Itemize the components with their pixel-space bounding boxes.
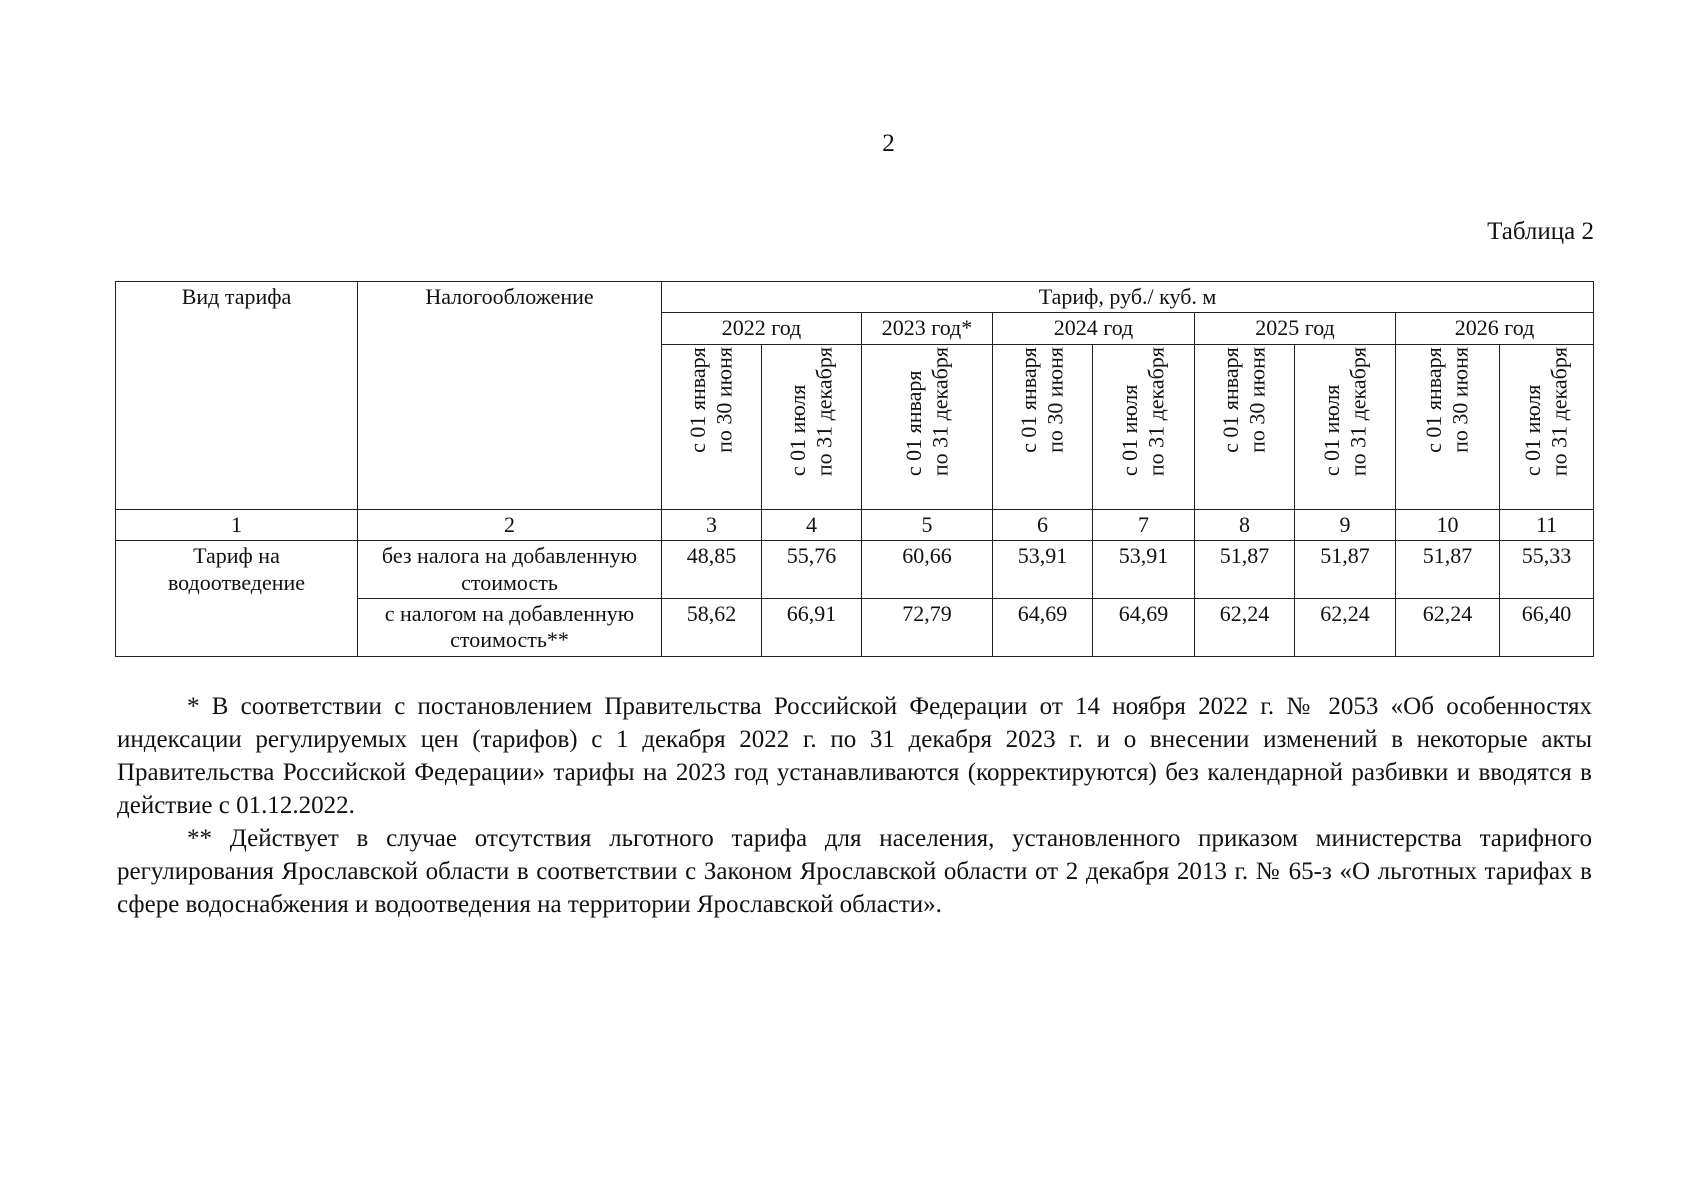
value-cell: 51,87 (1396, 541, 1500, 599)
header-period: с 01 июля по 31 декабря (1500, 344, 1594, 509)
value-cell: 66,91 (762, 598, 862, 656)
header-period: с 01 января по 31 декабря (862, 344, 993, 509)
tariff-table (115, 281, 1594, 657)
column-index: 8 (1195, 509, 1295, 540)
column-index: 11 (1500, 509, 1594, 540)
value-cell: 64,69 (1093, 598, 1195, 656)
taxation-cell: с налогом на добавленную стоимость** (358, 598, 662, 656)
value-cell: 53,91 (993, 541, 1093, 599)
column-index: 2 (358, 509, 662, 540)
value-cell: 53,91 (1093, 541, 1195, 599)
column-index: 7 (1093, 509, 1195, 540)
header-tariff-unit: Тариф, руб./ куб. м (662, 282, 1594, 313)
header-year: 2025 год (1195, 313, 1396, 344)
footnotes (117, 690, 1592, 921)
table-row (116, 541, 1594, 599)
column-index: 10 (1396, 509, 1500, 540)
column-index: 1 (116, 509, 358, 540)
column-index: 6 (993, 509, 1093, 540)
value-cell: 62,24 (1396, 598, 1500, 656)
footnote-preferential-tariff: ** Действует в случае отсутствия льготного тарифа для населения, установленного приказом министерства тарифного регулирования Ярославской области в соответствии с Законом Ярославской области от 2 декабря 2013 г. № 65-з «О льготных тарифах в сфере водоснабжения и водоотведения на территории Ярославской области». (117, 825, 1592, 918)
value-cell: 72,79 (862, 598, 993, 656)
header-year: 2023 год* (862, 313, 993, 344)
footnote-2023-indexation: * В соответствии с постановлением Правительства Российской Федерации от 14 ноября 2022 г. № 2053 «Об особенностях индексации регулируемых цен (тарифов) с 1 декабря 2022 г. по 31 декабря 2023 г. и о внесении изменений в некоторые акты Правительства Российской Федерации» тарифы на 2023 год устанавливаются (корректируются) без календарной разбивки и вводятся в действие с 01.12.2022. (117, 693, 1592, 819)
tariff-name-cell: Тариф на водоотведение (116, 541, 358, 657)
header-taxation: Налогообложение (358, 282, 662, 510)
header-period: с 01 января по 30 июня (1396, 344, 1500, 509)
header-period: с 01 июля по 31 декабря (1093, 344, 1195, 509)
column-index: 4 (762, 509, 862, 540)
value-cell: 62,24 (1195, 598, 1295, 656)
header-period: с 01 января по 30 июня (662, 344, 762, 509)
taxation-cell: без налога на добавленную стоимость (358, 541, 662, 599)
value-cell: 58,62 (662, 598, 762, 656)
header-year: 2024 год (993, 313, 1195, 344)
value-cell: 55,33 (1500, 541, 1594, 599)
header-year: 2022 год (662, 313, 862, 344)
header-tariff-type: Вид тарифа (116, 282, 358, 510)
page-number: 2 (882, 130, 895, 157)
value-cell: 51,87 (1195, 541, 1295, 599)
table-caption: Таблица 2 (1487, 218, 1594, 245)
value-cell: 64,69 (993, 598, 1093, 656)
value-cell: 55,76 (762, 541, 862, 599)
value-cell: 60,66 (862, 541, 993, 599)
header-period: с 01 июля по 31 декабря (1295, 344, 1396, 509)
header-period: с 01 января по 30 июня (993, 344, 1093, 509)
header-period: с 01 июля по 31 декабря (762, 344, 862, 509)
column-index: 5 (862, 509, 993, 540)
value-cell: 48,85 (662, 541, 762, 599)
column-index-row (116, 509, 1594, 540)
column-index: 3 (662, 509, 762, 540)
header-year: 2026 год (1396, 313, 1594, 344)
value-cell: 62,24 (1295, 598, 1396, 656)
value-cell: 66,40 (1500, 598, 1594, 656)
column-index: 9 (1295, 509, 1396, 540)
value-cell: 51,87 (1295, 541, 1396, 599)
header-period: с 01 января по 30 июня (1195, 344, 1295, 509)
